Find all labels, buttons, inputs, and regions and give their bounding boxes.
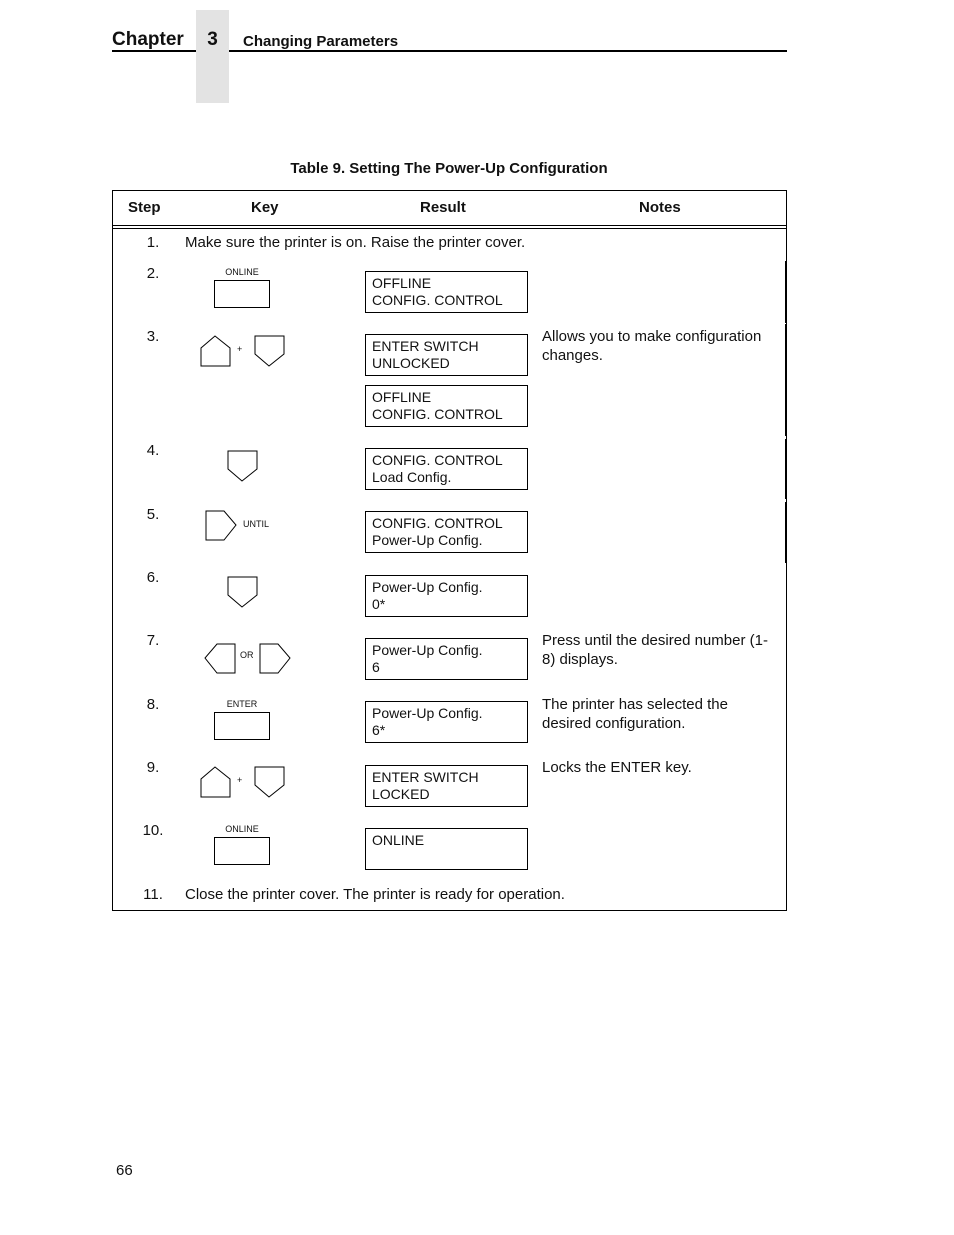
section-title: Changing Parameters: [243, 33, 399, 50]
plus-symbol: +: [237, 775, 243, 785]
left-arrow-key-icon: [204, 643, 236, 675]
column-header-notes: Notes: [639, 199, 681, 216]
lcd-display: ONLINE: [365, 828, 528, 870]
lcd-display: Power-Up Config. 6: [365, 638, 528, 680]
step-note: Press until the desired number (1-8) displays.: [542, 632, 768, 668]
chapter-tab: [196, 10, 229, 103]
down-arrow-key-icon: [227, 576, 259, 608]
chapter-number: 3: [207, 29, 218, 50]
online-key-label: ONLINE: [225, 267, 259, 277]
lcd-display: OFFLINE CONFIG. CONTROL: [365, 271, 528, 313]
step-number: 10.: [142, 822, 164, 839]
lcd-display: Power-Up Config. 0*: [365, 575, 528, 617]
table-title: Table 9. Setting The Power-Up Configuration: [290, 160, 608, 177]
step-note: The printer has selected the desired configuration.: [542, 696, 728, 732]
column-header-result: Result: [420, 199, 466, 216]
lcd-display: OFFLINE CONFIG. CONTROL: [365, 385, 528, 427]
column-header-key: Key: [251, 199, 279, 216]
enter-key-icon: [214, 712, 270, 740]
enter-key-label: ENTER: [226, 699, 258, 709]
step-number: 9.: [146, 759, 160, 776]
plus-symbol: +: [237, 344, 243, 354]
right-arrow-key-icon: [205, 510, 237, 542]
step-note: Locks the ENTER key.: [542, 759, 692, 776]
step-number: 6.: [146, 569, 160, 586]
online-key-label: ONLINE: [225, 824, 259, 834]
lcd-display: Power-Up Config. 6*: [365, 701, 528, 743]
step-number: 4.: [146, 442, 160, 459]
header-rule-right: [229, 50, 787, 52]
step-instruction: Make sure the printer is on. Raise the printer cover.: [185, 234, 526, 251]
chapter-label: Chapter: [112, 29, 184, 50]
lcd-display: ENTER SWITCH UNLOCKED: [365, 334, 528, 376]
step-number: 7.: [146, 632, 160, 649]
right-arrow-key-icon: [259, 643, 291, 675]
down-arrow-key-icon: [227, 450, 259, 482]
header-rule-left: [112, 50, 196, 52]
step-number: 11.: [143, 886, 163, 903]
column-header-step: Step: [128, 199, 161, 216]
step-number: 1.: [146, 234, 160, 251]
step-note: Allows you to make configuration changes.: [542, 328, 762, 364]
lcd-display: ENTER SWITCH LOCKED: [365, 765, 528, 807]
down-arrow-key-icon: [254, 335, 286, 367]
online-key-icon: [214, 280, 270, 308]
lcd-display: CONFIG. CONTROL Power-Up Config.: [365, 511, 528, 553]
lcd-display: CONFIG. CONTROL Load Config.: [365, 448, 528, 490]
config-table: [112, 190, 787, 911]
down-arrow-key-icon: [254, 766, 286, 798]
up-arrow-key-icon: [200, 766, 232, 798]
until-label: UNTIL: [243, 519, 270, 529]
step-number: 2.: [146, 265, 160, 282]
step-number: 5.: [146, 506, 160, 523]
step-instruction: Close the printer cover. The printer is ready for operation.: [185, 886, 565, 903]
page-number: 66: [116, 1162, 133, 1179]
step-number: 3.: [146, 328, 160, 345]
header-double-rule: [113, 225, 786, 229]
or-label: OR: [240, 650, 254, 660]
step-number: 8.: [146, 696, 160, 713]
up-arrow-key-icon: [200, 335, 232, 367]
online-key-icon: [214, 837, 270, 865]
